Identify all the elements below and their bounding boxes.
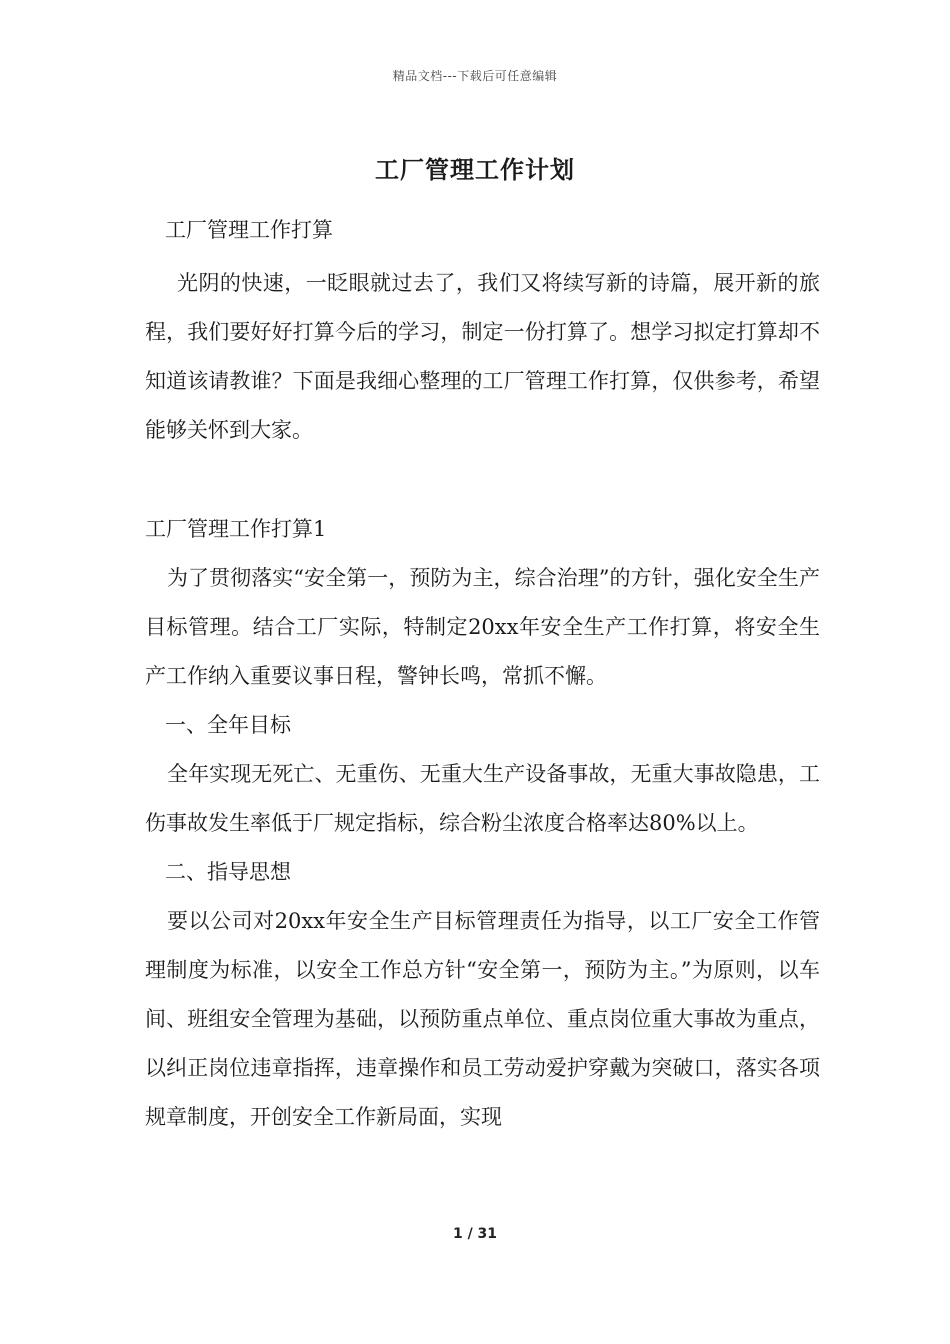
document-body <box>145 206 820 1142</box>
guide-paragraph: 要以公司对20xx年安全生产目标管理责任为指导，以工厂安全工作管理制度为标准，以安全工作总方针“安全第一，预防为主。”为原则，以车间、班组安全管理为基础，以预防重点单位、重点岗位重大事故为重点，以纠正岗位违章指挥，违章操作和员工劳动爱护穿戴为突破口，落实各项规章制度，开创安全工作新局面，实现 <box>145 909 820 1129</box>
document-title: 工厂管理工作计划 <box>375 155 575 184</box>
paragraph-gap <box>145 455 820 505</box>
goal-paragraph: 全年实现无死亡、无重伤、无重大生产设备事故，无重大事故隐患，工伤事故发生率低于厂规定指标，综合粉尘浓度合格率达80%以上。 <box>145 762 820 835</box>
goal-heading: 一、全年目标 <box>165 713 291 737</box>
intro-paragraph: 光阴的快速，一眨眼就过去了，我们又将续写新的诗篇，展开新的旅程，我们要好好打算今后的学习，制定一份打算了。想学习拟定打算却不知道该请教谁？下面是我细心整理的工厂管理工作打算，仅供参考，希望能够关怀到大家。 <box>145 271 820 442</box>
guide-heading: 二、指导思想 <box>165 860 291 884</box>
page-number: 1 / 31 <box>452 1226 498 1242</box>
section-1-paragraph: 为了贯彻落实“安全第一，预防为主，综合治理”的方针，强化安全生产目标管理。结合工厂实际，特制定20xx年安全生产工作打算，将安全生产工作纳入重要议事日程，警钟长鸣，常抓不懈。 <box>145 566 820 688</box>
section-heading-1: 工厂管理工作打算1 <box>145 517 327 541</box>
header-note: 精品文档---下载后可任意编辑 <box>392 69 558 83</box>
subtitle: 工厂管理工作打算 <box>165 218 333 242</box>
